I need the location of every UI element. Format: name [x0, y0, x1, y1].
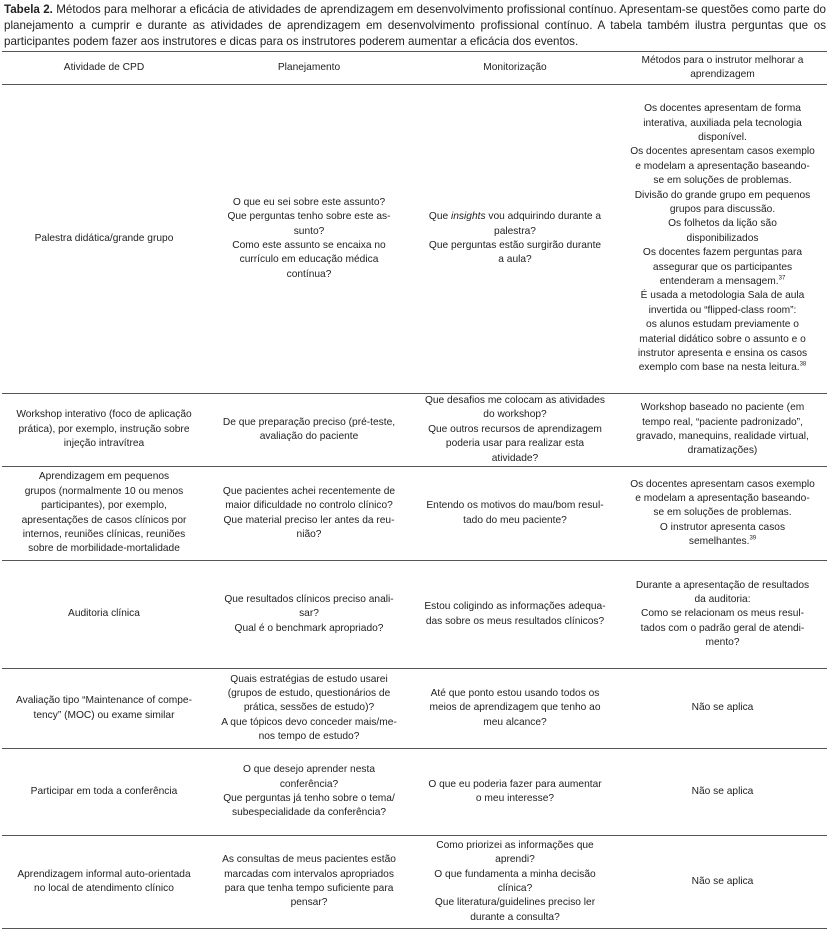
cell-line: Estou coligindo as informações adequa-: [424, 601, 606, 613]
cell-line: Entendo os motivos do mau/bom resul-: [426, 500, 604, 512]
cell-line: O que desejo aprender nesta: [243, 764, 375, 776]
cell-methods: [618, 561, 827, 669]
cell-line: se em soluções de problemas.: [653, 175, 792, 187]
cell-line: O que fundamenta a minha decisão: [434, 868, 596, 880]
cell-line: Não se aplica: [691, 785, 754, 797]
cell-line: Que perguntas tenho sobre este as-: [227, 211, 391, 223]
cell-planning: [206, 749, 412, 836]
cell-line: Que pacientes achei recentemente de: [222, 485, 396, 497]
cell-line: dramatizações): [687, 445, 758, 457]
cell-line: Como este assunto se encaixa no: [232, 240, 386, 251]
cell-line: no local de atendimento clínico: [34, 883, 174, 895]
cell-line: Que literatura/guidelines preciso ler: [434, 897, 596, 909]
cell-line: Durante a apresentação de resultados: [635, 579, 810, 591]
cell-line: conferência?: [279, 778, 339, 790]
cell-line: se em soluções de problemas.: [653, 507, 792, 519]
cell-methods: [618, 749, 827, 836]
cell-line: Os docentes apresentam de forma: [644, 103, 801, 115]
cell-line: e modelam a apresentação baseando-: [635, 160, 810, 172]
cell-line: Palestra didática/grande grupo: [34, 232, 174, 244]
reference-superscript: 38: [799, 362, 807, 369]
cell-line: disponibilizados: [686, 232, 759, 244]
header-methods: Métodos para o instrutor melhorar a aprendizagem: [618, 52, 827, 85]
cell-line: Os docentes apresentam casos exemplo: [630, 478, 815, 490]
cell-line: sunto?: [293, 225, 325, 237]
cell-methods: [618, 85, 827, 394]
cell-line: atividade?: [491, 452, 539, 464]
cell-line: A que tópicos devo conceder mais/me-: [221, 716, 397, 728]
cell-monitoring: [412, 561, 618, 669]
cell-line: prática, sessões de estudo)?: [243, 702, 375, 714]
cell-planning: [206, 85, 412, 394]
cell-line: grupos para discussão.: [669, 203, 776, 215]
cell-line: sobre de morbilidade-mortalidade: [28, 543, 180, 555]
cell-line: aprendi?: [495, 854, 535, 866]
table-row: [2, 669, 827, 749]
cell-line: tempo real, “paciente padronizado”,: [642, 416, 803, 428]
cell-activity: [2, 749, 206, 836]
cell-line: As consultas de meus pacientes estão: [222, 854, 396, 866]
header-activity: Atividade de CPD: [2, 52, 206, 85]
cell-monitoring: [412, 669, 618, 749]
cell-line: grupos (normalmente 10 ou menos: [24, 485, 184, 497]
cell-line: internos, reuniões clínicas, reuniões: [22, 528, 186, 540]
cell-activity: [2, 394, 206, 467]
header-planning: Planejamento: [206, 52, 412, 85]
cell-line: Não se aplica: [691, 702, 754, 714]
table-caption: [4, 2, 826, 50]
cell-line: tados com o padrão geral de atendi-: [640, 622, 805, 634]
cell-line: avaliação do paciente: [259, 431, 359, 443]
cell-line: maior dificuldade no controlo clínico?: [225, 500, 393, 512]
header-row: [2, 52, 827, 85]
cell-line: Que outros recursos de aprendizagem: [428, 423, 602, 435]
cell-line: palestra?: [494, 225, 536, 237]
italic-term: insights: [451, 211, 486, 223]
cell-line: Participar em toda a conferência: [30, 785, 178, 797]
cell-line: clínica?: [497, 883, 533, 895]
cell-line: pensar?: [290, 897, 328, 909]
cell-line: mento?: [705, 637, 740, 649]
cell-line: material didático sobre o assunto e o: [639, 333, 806, 345]
cell-line: injeção intravítrea: [63, 438, 145, 450]
cell-activity: [2, 836, 206, 929]
cell-line: Que resultados clínicos preciso anali-: [224, 593, 394, 605]
cell-line: O que eu poderia fazer para aumentar: [428, 778, 602, 790]
cell-line: tency” (MOC) ou exame similar: [33, 709, 175, 721]
caption-text: Métodos para melhorar a eficácia de atividades de aprendizagem em desenvolvimento profissional contínuo. Apresentam-se questões como parte do planejamento a cumprir e durante as atividades de aprendizagem em desenvolvimento profissional contínuo. A tabela também ilustra perguntas que os participantes podem fazer aos instrutores e dicas para os instrutores poderem aumentar a eficácia dos eventos.: [4, 3, 826, 48]
cpd-methods-table: [2, 51, 827, 929]
cell-line: De que preparação preciso (pré-teste,: [222, 416, 396, 428]
cell-methods: [618, 836, 827, 929]
cell-line: currículo em educação médica: [239, 254, 379, 266]
cell-line: participantes), por exemplo,: [41, 500, 167, 512]
cell-line: Divisão do grande grupo em pequenos: [634, 189, 811, 201]
cell-line: Avaliação tipo “Maintenance of compe-: [16, 695, 192, 707]
cell-monitoring: [412, 85, 618, 394]
cell-activity: [2, 467, 206, 561]
cell-line: Que desafios me colocam as atividades: [424, 395, 606, 406]
cell-line: Como priorizei as informações que: [436, 839, 594, 851]
cell-line: Que insights vou adquirindo durante a: [428, 211, 602, 223]
cell-line: Aprendizagem em pequenos: [38, 471, 170, 483]
cell-line: poderia usar para realizar esta: [445, 438, 585, 450]
cell-line: subespecialidade da conferência?: [231, 807, 387, 819]
cell-line: entenderam a mensagem.$^{37}$: [659, 275, 786, 288]
cell-line: apresentações de casos clínicos por: [21, 514, 187, 526]
cell-line: assegurar que os participantes: [652, 261, 793, 273]
cell-line: Os docentes fazem perguntas para: [642, 247, 803, 259]
cell-line: Que perguntas estão surgirão durante: [428, 240, 602, 251]
cell-line: Auditoria clínica: [68, 608, 140, 620]
cell-line: contínua?: [286, 268, 332, 280]
cell-line: Aprendizagem informal auto-orientada: [17, 868, 191, 880]
cell-activity: [2, 85, 206, 394]
cell-line: prática), por exemplo, instrução sobre: [18, 423, 190, 435]
cell-line: O que eu sei sobre este assunto?: [232, 196, 386, 208]
cell-planning: [206, 394, 412, 467]
cell-line: marcadas com intervalos apropriados: [224, 868, 394, 880]
cell-methods: [618, 467, 827, 561]
cell-line: Workshop interativo (foco de aplicação: [16, 409, 192, 421]
cell-activity: [2, 669, 206, 749]
cell-line: tado do meu paciente?: [463, 514, 567, 526]
table-label: Tabela 2.: [4, 3, 53, 16]
cell-monitoring: [412, 836, 618, 929]
table-row: [2, 85, 827, 394]
cell-planning: [206, 467, 412, 561]
table-row: [2, 836, 827, 929]
cell-line: Até que ponto estou usando todos os: [430, 687, 600, 699]
cell-monitoring: [412, 467, 618, 561]
cell-line: os alunos estudam previamente o: [646, 319, 799, 331]
reference-superscript: 37: [778, 275, 786, 282]
cell-methods: [618, 394, 827, 467]
cell-line: e modelam a apresentação baseando-: [635, 492, 810, 504]
cell-line: É usada a metodologia Sala de aula: [640, 290, 805, 302]
cell-line: semelhantes.$^{39}$: [688, 535, 757, 548]
cell-line: Que perguntas já tenho sobre o tema/: [223, 793, 395, 805]
cell-line: durante a consulta?: [470, 911, 560, 923]
cell-line: Workshop baseado no paciente (em: [640, 402, 805, 414]
header-monitoring: Monitorização: [412, 52, 618, 85]
cell-line: do workshop?: [483, 409, 547, 421]
cell-line: sar?: [299, 608, 319, 620]
cell-line: Quais estratégias de estudo usarei: [230, 673, 388, 685]
cell-line: Não se aplica: [691, 875, 754, 887]
table-row: [2, 467, 827, 561]
cell-line: nos tempo de estudo?: [258, 731, 360, 743]
table-row: [2, 749, 827, 836]
cell-line: exemplo com base na nesta leitura.$^{38}$: [638, 362, 807, 374]
cell-line: para que tenha tempo suficiente para: [224, 883, 394, 895]
cell-line: Os folhetos da lição são: [668, 218, 777, 230]
cell-activity: [2, 561, 206, 669]
cell-line: invertida ou “flipped-class room”:: [648, 304, 797, 316]
cell-line: o meu interesse?: [475, 793, 555, 805]
cell-line: O instrutor apresenta casos: [659, 521, 786, 533]
cell-line: Como se relacionam os meus resul-: [640, 608, 805, 620]
cell-line: interativa, auxiliada pela tecnologia: [643, 117, 802, 129]
table-row: [2, 561, 827, 669]
cell-monitoring: [412, 749, 618, 836]
cell-line: da auditoria:: [694, 593, 751, 605]
cell-planning: [206, 836, 412, 929]
cell-planning: [206, 669, 412, 749]
cell-planning: [206, 561, 412, 669]
cell-line: a aula?: [498, 254, 532, 266]
cell-monitoring: [412, 394, 618, 467]
table-row: [2, 394, 827, 467]
cell-line: instrutor apresenta e ensina os casos: [637, 348, 808, 360]
cell-line: meu alcance?: [483, 716, 547, 728]
cell-line: nião?: [296, 528, 322, 540]
cell-line: Os docentes apresentam casos exemplo: [630, 146, 815, 158]
cell-line: das sobre os meus resultados clínicos?: [425, 615, 605, 627]
cell-line: Qual é o benchmark apropriado?: [234, 622, 384, 634]
cell-line: meios de aprendizagem que tenho ao: [429, 702, 601, 714]
reference-superscript: 39: [749, 535, 757, 542]
cell-line: Que material preciso ler antes da reu-: [223, 514, 395, 526]
cell-line: disponível.: [698, 131, 747, 143]
cell-methods: [618, 669, 827, 749]
cell-line: (grupos de estudo, questionários de: [227, 687, 391, 699]
cell-line: gravado, manequins, realidade virtual,: [636, 431, 809, 443]
